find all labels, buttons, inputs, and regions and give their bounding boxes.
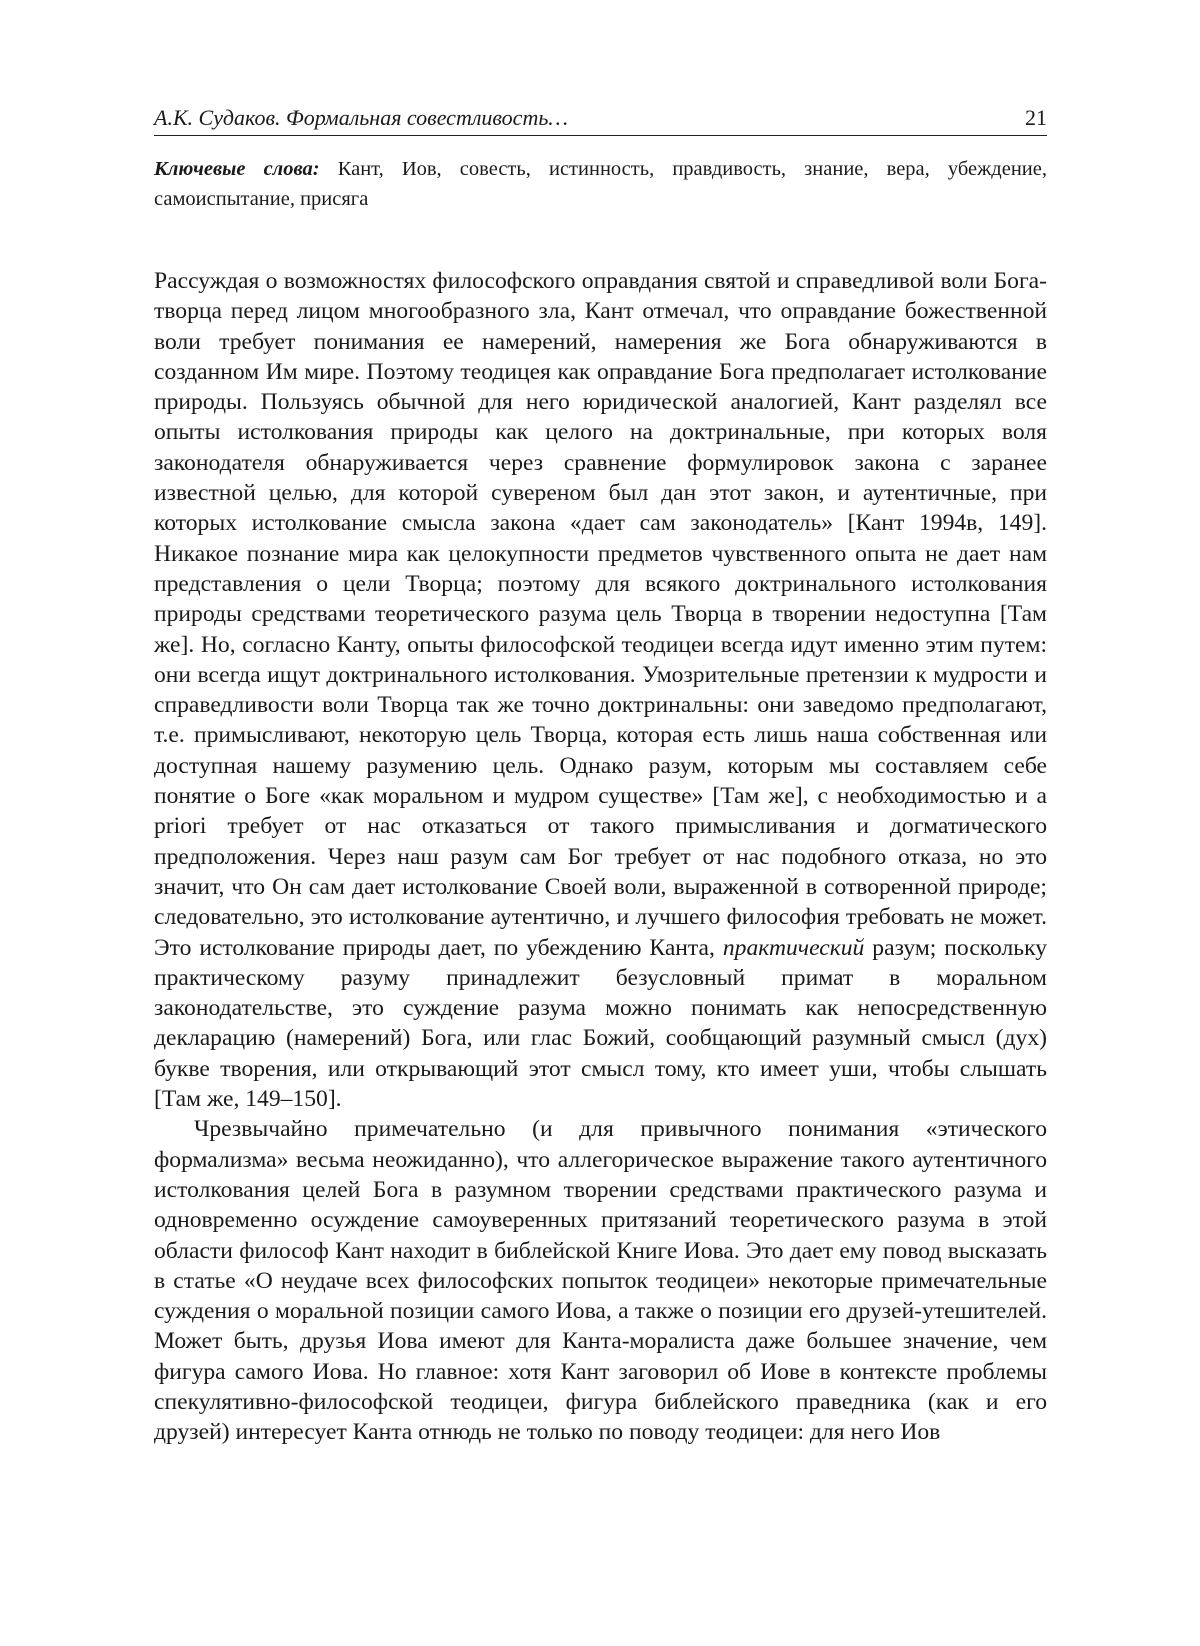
page-number: 21 [1025, 105, 1047, 130]
paragraph-1-text-continued: разум; поскольку практическому разуму принадлежит безусловный примат в моральном законодательстве, это суждение разума можно понимать как непосредственную декларацию (намерений) Бога, или глас Божий, сообщающий разумный смысл (дух) букве творения, или открывающий этот смысл тому, кто имеет уши, чтобы слышать [Там же, 149–150]. [154, 934, 1047, 1113]
keywords-list: Кант, Иов, совесть, истинность, правдивость, знание, вера, убеждение, самоиспытание, присяга [154, 158, 1047, 210]
paragraph-1 [154, 266, 1047, 1114]
paragraph-2: Чрезвычайно примечательно (и для привычного понимания «этического формализма» весьма неожиданно), что аллегорическое выражение такого аутентичного истолкования целей Бога в разумном творении средствами практического разума и одновременно осуждение самоуверенных притязаний теоретического разума в этой области философ Кант находит в библейской Книге Иова. Это дает ему повод высказать в статье «О неудаче всех философских попыток теодицеи» некоторые примечательные суждения о моральной позиции самого Иова, а также о позиции его друзей-утешителей. Может быть, друзья Иова имеют для Канта-моралиста даже большее значение, чем фигура самого Иова. Но главное: хотя Кант заговорил об Иове в контексте проблемы спекулятивно-философской теодицеи, фигура библейского праведника (как и его друзей) интересует Канта отнюдь не только по поводу теодицеи: для него Иов [154, 1116, 1047, 1446]
keywords-block [154, 154, 1047, 214]
keywords-label: Ключевые слова: [154, 158, 320, 180]
paragraph-1-emphasis: практический [722, 934, 865, 961]
paragraph-1-text: Рассуждая о возможностях философского оправдания святой и справедливой воли Бога-творца перед лицом многообразного зла, Кант отмечал, что оправдание божественной воли требует понимания ее намерений, намерения же Бога обнаруживаются в созданном Им мире. Поэтому теодицея как оправдание Бога предполагает истолкование природы. Пользуясь обычной для него юридической аналогией, Кант разделял все опыты истолкования природы как целого на доктринальные, при которых воля законодателя обнаруживается через сравнение формулировок закона с заранее известной целью, для которой сувереном был дан этот закон, и аутентичные, при которых истолкование смысла закона «дает сам законодатель» [Кант 1994в, 149]. Никакое познание мира как целокупности предметов чувственного опыта не дает нам представления о цели Творца; поэтому для всякого доктринального истолкования природы средствами теоретического разума цель Творца в творении недоступна [Там же]. Но, согласно Канту, опыты философской теодицеи всегда идут именно этим путем: они всегда ищут доктринального истолкования. Умозрительные претензии к мудрости и справедливости воли Творца так же точно доктринальны: они заведомо предполагают, т.е. примысливают, некоторую цель Творца, которая есть лишь наша собственная или доступная нашему разумению цель. Однако разум, которым мы составляем себе понятие о Боге «как моральном и мудром существе» [Там же], с необходимостью и a priori требует от нас отказаться от такого примысливания и догматического предположения. Через наш разум сам Бог требует от нас подобного отказа, но это значит, что Он сам дает истолкование Своей воли, выраженной в сотворенной природе; следовательно, это истолкование аутентично, и лучшего философия требовать не может. Это истолкование природы дает, по убеждению Канта, [154, 268, 1047, 961]
document-page [154, 104, 1047, 1448]
running-header [154, 104, 1047, 136]
running-header-title: А.К. Судаков. Формальная совестливость… [154, 105, 568, 130]
article-body [154, 266, 1047, 1448]
